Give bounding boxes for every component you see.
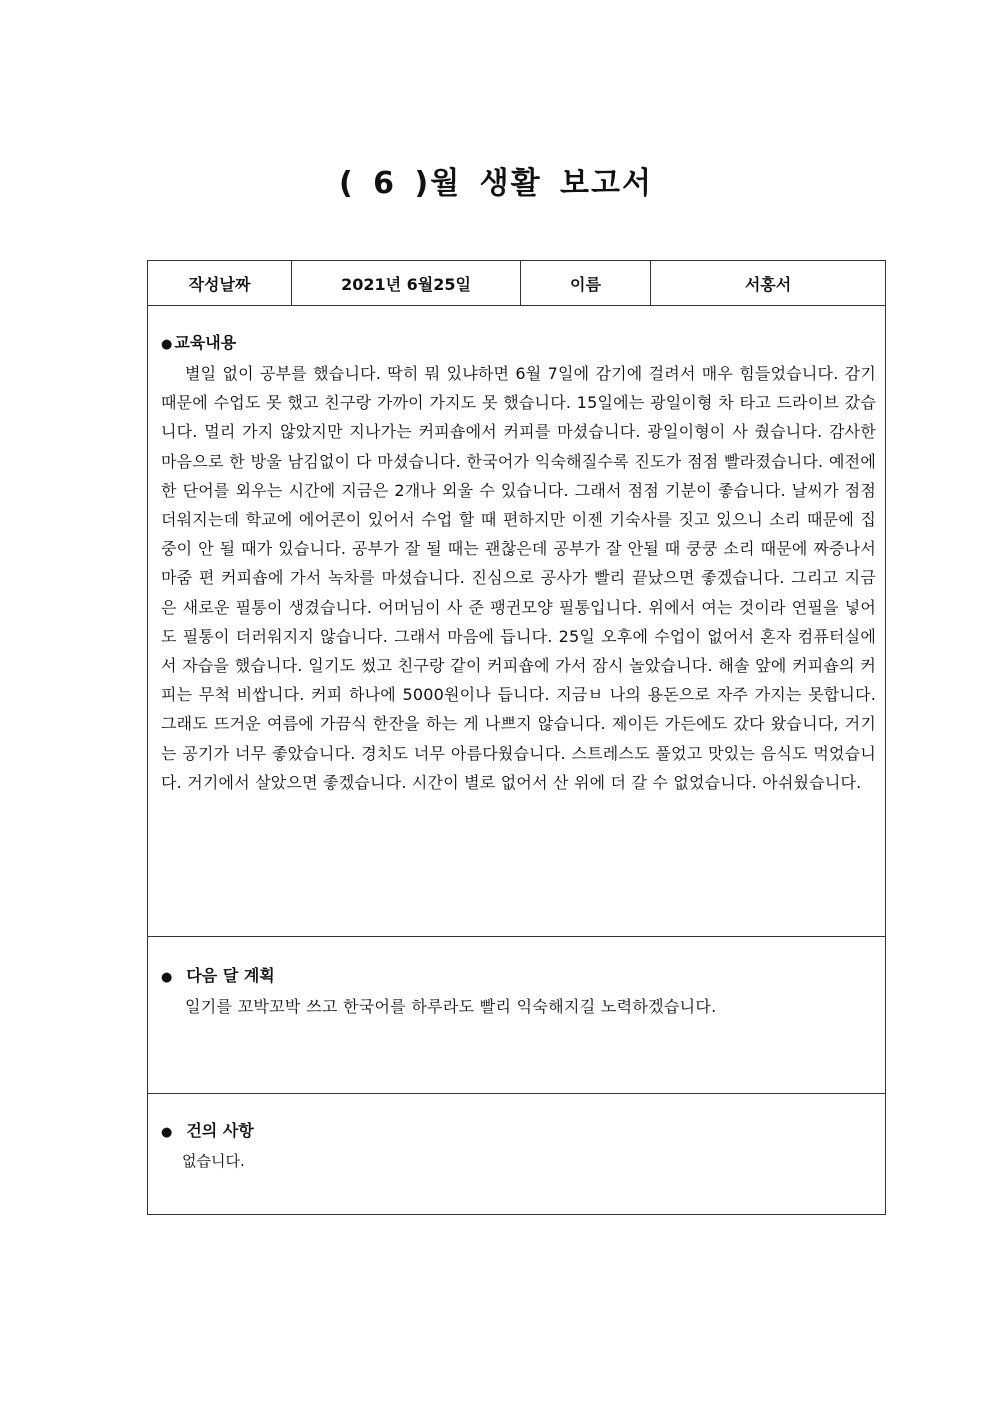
date-value-cell: 2021년 6월25일 xyxy=(292,261,521,306)
date-label-cell: 작성날짜 xyxy=(148,261,292,306)
suggestions-section xyxy=(148,1094,886,1215)
plan-heading xyxy=(161,961,876,992)
education-body: 별일 없이 공부를 했습니다. 딱히 뭐 있냐하면 6월 7일에 감기에 걸려서 매우 힘들었습니다. 감기 때문에 수업도 못 했고 친구랑 가까이 가지도 못 했습니다. 15일에는 광일이형 차 타고 드라이브 갔습니다. 멀리 가지 않았지만 지나가는 커피숍에서 커피를 마셨습니다. 광일이형이 사 줬습니다. 감사한 마음으로 한 방울 남김없이 다 마셨습니다. 한국어가 익숙해질수록 진도가 점점 빨라졌습니다. 예전에 한 단어를 외우는 시간에 지금은 2개나 외울 수 있습니다. 그래서 점점 기분이 좋습니다. 날씨가 점점 더워지는데 학교에 에어콘이 있어서 수업 할 때 편하지만 이젠 기숙사를 짓고 있으니 소리 때문에 집중이 안 될 때가 있습니다. 공부가 잘 될 때는 괜찮은데 공부가 잘 안될 때 쿵쿵 소리 때문에 짜증나서 마줌 편 커피숍에 가서 녹차를 마셨습니다. 진심으로 공사가 빨리 끝났으면 좋겠습니다. 그리고 지금은 새로운 필통이 생겼습니다. 어머님이 사 준 팽귄모양 필통입니다. 위에서 여는 것이라 연필을 넣어도 필통이 더러워지지 않습니다. 그래서 마음에 듭니다. 25일 오후에 수업이 없어서 혼자 컴퓨터실에서 자습을 했습니다. 일기도 썼고 친구랑 같이 커피숍에 가서 잠시 놀았습니다. 해솔 앞에 커피숍의 커피는 무척 비쌉니다. 커피 하나에 5000원이나 듭니다. 지금ㅂ 나의 용돈으로 자주 가지는 못합니다. 그래도 뜨거운 여름에 가끔식 한잔을 하는 게 나쁘지 않습니다. 제이든 가든에도 갔다 왔습니다, 거기는 공기가 너무 좋았습니다. 경치도 너무 아름다웠습니다. 스트레스도 풀었고 맛있는 음식도 먹었습니다. 거기에서 살았으면 좋겠습니다. 시간이 별로 없어서 산 위에 더 갈 수 없었습니다. 아쉬웠습니다. xyxy=(161,364,876,792)
education-row xyxy=(148,306,886,937)
header-row xyxy=(148,261,886,306)
bullet-icon: ● xyxy=(161,1125,173,1140)
education-heading xyxy=(161,328,876,359)
plan-row xyxy=(148,937,886,1094)
next-month-plan-section xyxy=(148,937,886,1094)
suggestions-row xyxy=(148,1094,886,1215)
name-label-cell: 이름 xyxy=(521,261,651,306)
education-section xyxy=(148,306,886,937)
document-title: ( 6 )월 생활 보고서 xyxy=(339,166,653,201)
plan-body: 일기를 꼬박꼬박 쓰고 한국어를 하루라도 빨리 익숙해지길 노력하겠습니다. xyxy=(185,997,717,1016)
suggestions-heading xyxy=(161,1116,876,1147)
suggestions-heading-text: 건의 사항 xyxy=(186,1121,254,1140)
bullet-icon: ● xyxy=(161,337,173,352)
name-value-cell: 서홍서 xyxy=(651,261,886,306)
bullet-icon: ● xyxy=(161,970,173,985)
report-table xyxy=(147,260,886,1215)
plan-heading-text: 다음 달 계획 xyxy=(186,966,275,985)
education-heading-text: 교육내용 xyxy=(174,333,237,352)
suggestions-body: 없습니다. xyxy=(182,1152,245,1170)
